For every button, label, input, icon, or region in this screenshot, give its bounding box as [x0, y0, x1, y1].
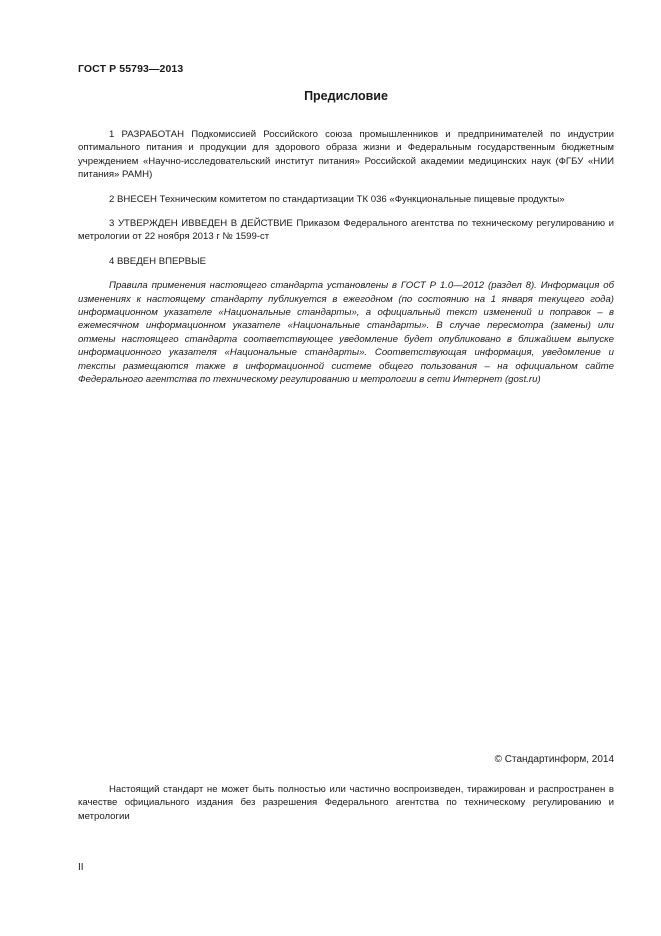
document-code: ГОСТ Р 55793—2013	[78, 63, 184, 75]
page-title: Предисловие	[304, 89, 388, 103]
paragraph-submitted-by: 2 ВНЕСЕН Техническим комитетом по стандартизации ТК 036 «Функциональные пищевые продукты»	[109, 193, 565, 205]
paragraph-developed-by: 1 РАЗРАБОТАН Подкомиссией Российского союза промышленников и предпринимателей по индустрии оптимального питания и продукции для здорового образа жизни и Федеральным государственным бюджетным учреждением «Научно-исследовательский институт питания» Российской академии медицинских наук (ФГБУ «НИИ питания» РАМН)	[78, 129, 614, 181]
paragraph-application-rules: Правила применения настоящего стандарта установлены в ГОСТ Р 1.0—2012 (раздел 8). Информация об изменениях к настоящему стандарту публикуется в ежегодном (по состоянию на 1 января текущего года) информационном указателе «Национальные стандарты», а официальный текст изменений и поправок – в ежемесячном информационном указателе «Национальные стандарты». В случае пересмотра (замены) или отмены настоящего стандарта соответствующее уведомление будет опубликовано в ближайшем выпуске информационного указателя «Национальные стандарты». Соответствующая информация, уведомление и тексты размещаются также в информационной системе общего пользования – на официальном сайте Федерального агентства по техническому регулированию и метрологии в сети Интернет (gost.ru)	[78, 280, 614, 386]
paragraph-approved: 3 УТВЕРЖДЕН ИВВЕДЕН В ДЕЙСТВИЕ Приказом Федерального агентства по техническому регулированию и метрологии от 22 ноября 2013 г № 1599-ст	[78, 218, 614, 243]
paragraph-introduced: 4 ВВЕДЕН ВПЕРВЫЕ	[109, 255, 207, 267]
page-number: II	[78, 862, 84, 873]
copyright-notice: Настоящий стандарт не может быть полностью или частично воспроизведен, тиражирован и распространен в качестве официального издания без разрешения Федерального агентства по техническому регулированию и метрологии	[78, 784, 614, 822]
copyright-line: © Стандартинформ, 2014	[494, 754, 614, 765]
preface-body	[78, 128, 614, 398]
